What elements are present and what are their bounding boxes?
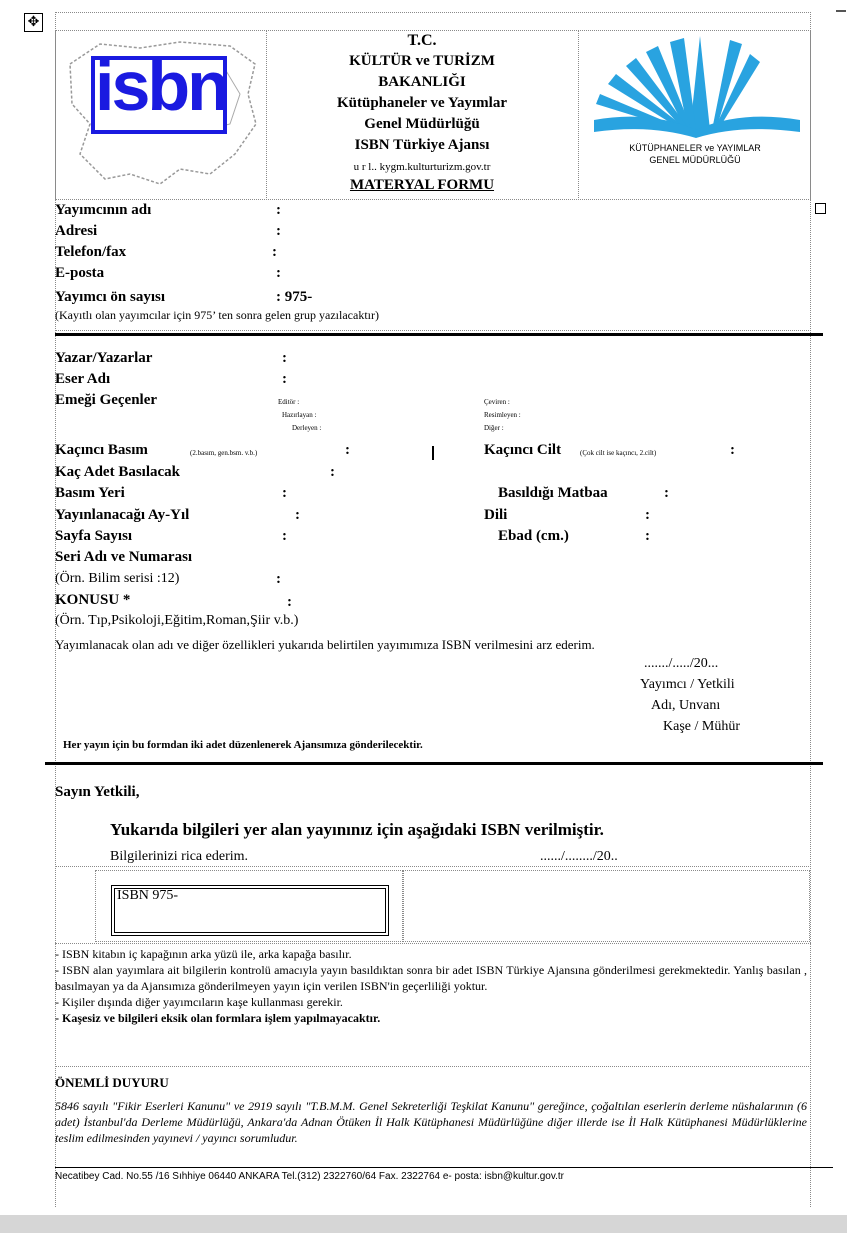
colon: : <box>282 350 287 366</box>
colon: : <box>282 371 287 387</box>
place-label: Basım Yeri <box>55 485 125 501</box>
colon: : <box>730 442 735 458</box>
colon: : <box>282 485 287 501</box>
other-label: Diğer : <box>484 424 504 432</box>
stamp-label: Kaşe / Mühür <box>663 719 740 734</box>
reply-date: ....../......../20.. <box>540 849 618 864</box>
title-label: Eser Adı <box>55 371 111 387</box>
footer-address: Necatibey Cad. No.55 /16 Sıhhiye 06440 ANKARA Tel.(312) 2322760/64 Fax. 2322764 e- posta: isbn@kultur.gov.tr <box>55 1171 564 1182</box>
header-line: ISBN Türkiye Ajansı <box>354 137 490 153</box>
section-rule <box>45 762 823 765</box>
publisher-name-label: Yayımcının adı <box>55 202 152 218</box>
header-title-block <box>266 30 578 156</box>
colon: : <box>345 442 350 458</box>
isbn-logo-text: isbn <box>95 47 227 125</box>
signer-label: Yayımcı / Yetkili <box>640 677 735 692</box>
scroll-edge <box>836 10 846 12</box>
language-label: Dili <box>484 507 508 523</box>
editor-label: Editör : <box>278 398 300 406</box>
series-example: (Örn. Bilim serisi :12) <box>55 571 180 586</box>
signer-name-label: Adı, Unvanı <box>651 698 721 713</box>
colon: : <box>295 507 300 523</box>
notes-block <box>55 946 807 1026</box>
note-3: - Kişiler dışında diğer yayımcıların kaşe kullanması gerekir. <box>55 995 343 1009</box>
author-label: Yazar/Yazarlar <box>55 350 153 366</box>
publisher-prefix-label: Yayımcı ön sayısı <box>55 289 166 305</box>
note-4: - Kaşesiz ve bilgileri eksik olan formlara işlem yapılmayacaktır. <box>55 1011 381 1025</box>
colon: : <box>645 528 650 544</box>
empty-cell <box>403 870 810 942</box>
notice-body: 5846 sayılı "Fikir Eserleri Kanunu" ve 2919 sayılı "T.B.M.M. Genel Sekreterliği Teşkilat Kanunu" gereğince, çoğaltılan eserlerin derleme nüshalarının (6 adet) İstanbul'da Derleme Müdürlüğü, Ankara'da Adnan Ötüken İl Halk Kütüphanesi Müdürlüğüne diğer illerde ise İl Halk Kütüphanesi Müdürlüklerine teslim edilmesinden yayınevi / yayıncı sorumludur. <box>55 1099 807 1145</box>
isbn-box[interactable] <box>111 885 389 936</box>
printer-label: Basıldığı Matbaa <box>498 485 608 501</box>
header-line: Kütüphaneler ve Yayımlar <box>336 95 507 111</box>
isbn-value: ISBN 975- <box>117 888 179 903</box>
note-1: - ISBN kitabın iç kapağının arka yüzü ile, arka kapağa basılır. <box>55 947 352 961</box>
colon: : <box>282 528 287 544</box>
divider <box>55 866 809 867</box>
notice-title: ÖNEMLİ DUYURU <box>55 1075 169 1090</box>
resize-handle[interactable] <box>815 203 826 214</box>
divider <box>55 330 809 331</box>
size-label: Ebad (cm.) <box>498 528 569 544</box>
publisher-note: (Kayıtlı olan yayımcılar için 975’ ten sonra gelen grup yazılacaktır) <box>55 308 379 322</box>
text-cursor[interactable] <box>432 446 434 460</box>
form-notice: Her yayın için bu formdan iki adet düzenlenerek Ajansımıza gönderilecektir. <box>63 739 423 751</box>
pubdate-label: Yayınlanacağı Ay-Yıl <box>55 507 190 523</box>
email-label: E-posta <box>55 265 105 281</box>
library-logo-line1: KÜTÜPHANELER ve YAYIMLAR <box>629 143 761 153</box>
colon: : <box>272 244 277 260</box>
library-logo-line2: GENEL MÜDÜRLÜĞÜ <box>649 155 741 165</box>
preparer-label: Hazırlayan : <box>282 411 317 419</box>
frame-top <box>55 12 809 13</box>
header-line: Genel Müdürlüğü <box>364 116 480 132</box>
request-date: ......./...../20... <box>644 656 719 671</box>
reply-greeting: Sayın Yetkili, <box>55 784 140 800</box>
colon: : <box>645 507 650 523</box>
form-title: MATERYAL FORMU <box>349 177 495 193</box>
subject-example: (Örn. Tıp,Psikoloji,Eğitim,Roman,Şiir v.b.) <box>55 613 299 628</box>
colon: : <box>276 202 281 218</box>
header-line: BAKANLIĞI <box>378 74 466 90</box>
bottom-bar <box>0 1215 847 1233</box>
reply-text: Yukarıda bilgileri yer alan yayınınız için aşağıdaki ISBN verilmiştir. <box>110 820 604 839</box>
translator-label: Çeviren : <box>484 398 510 406</box>
address-label: Adresi <box>55 223 98 239</box>
colon: : <box>330 464 335 480</box>
pages-label: Sayfa Sayısı <box>55 528 133 544</box>
move-handle-icon[interactable]: ✥ <box>24 13 43 32</box>
colon: : <box>276 223 281 239</box>
subject-label: KONUSU * <box>55 592 131 608</box>
colon: : <box>276 571 281 587</box>
library-logo <box>590 34 802 138</box>
header-url: u r l.. kygm.kulturturizm.gov.tr <box>353 161 491 173</box>
volume-note: (Çok cilt ise kaçıncı, 2.cilt) <box>580 449 657 457</box>
divider <box>578 30 579 198</box>
illustrator-label: Resimleyen : <box>484 411 521 419</box>
series-label: Seri Adı ve Numarası <box>55 549 193 565</box>
footer-rule <box>55 1167 833 1168</box>
request-text: Yayımlanacak olan adı ve diğer özellikleri yukarıda belirtilen yayımımıza ISBN verilmesini arz ederim. <box>55 637 595 652</box>
publisher-prefix-value: : 975- <box>276 289 313 305</box>
contributors-label: Emeği Geçenler <box>55 392 158 408</box>
note-2: - ISBN alan yayımlara ait bilgilerin kontrolü amacıyla yayın basıldıktan sonra bir adet ISBN Türkiye Ajansına gönderilmesi gerekmektedir. Yanlış basılan , basılmayan ya da Ajansımıza gönderilmeyen yayın için verilen ISBN'in geçerliliği yoktur. <box>55 963 807 993</box>
header-line: KÜLTÜR ve TURİZM <box>349 53 495 69</box>
colon: : <box>287 594 292 610</box>
colon: : <box>276 265 281 281</box>
compiler-label: Derleyen : <box>292 424 322 432</box>
copies-label: Kaç Adet Basılacak <box>55 464 181 480</box>
header-line: T.C. <box>407 32 437 49</box>
section-rule <box>55 333 823 336</box>
reply-info: Bilgilerinizi rica ederim. <box>110 849 249 864</box>
edition-note: (2.basım, gen.bsm. v.b.) <box>190 449 258 457</box>
phone-label: Telefon/fax <box>55 244 127 260</box>
edition-label: Kaçıncı Basım <box>55 442 148 458</box>
colon: : <box>664 485 669 501</box>
volume-label: Kaçıncı Cilt <box>484 442 562 458</box>
